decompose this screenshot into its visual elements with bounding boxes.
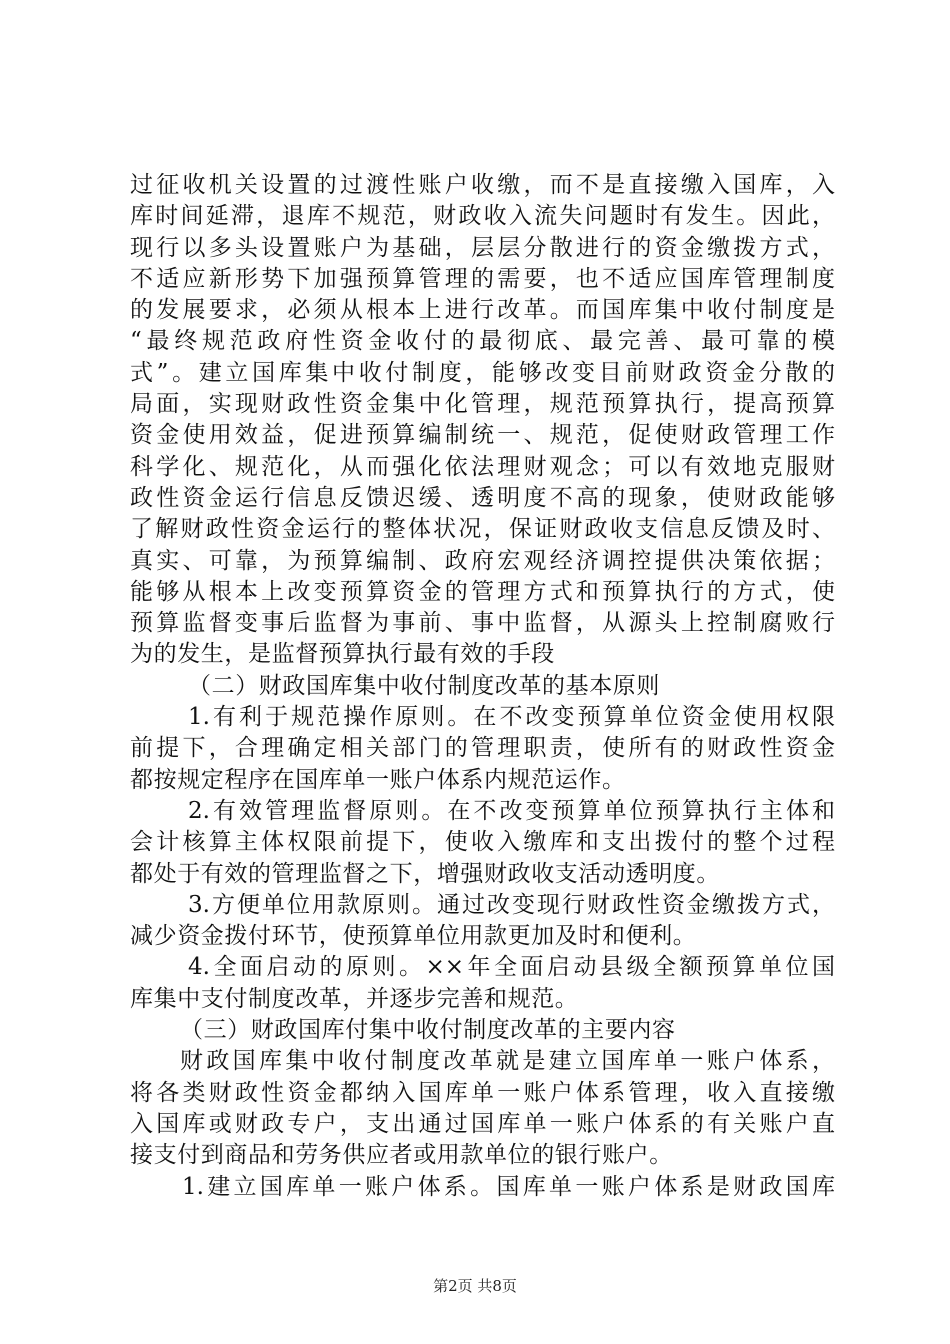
text-line: 预算监督变事后监督为事前、事中监督，从源头上控制腐败行 xyxy=(130,610,835,637)
text-line: 都按规定程序在国库单一账户体系内规范运作。 xyxy=(130,766,626,793)
text-line: 4.全面启动的原则。××年全面启动县级全额预算单位国 xyxy=(188,954,835,981)
text-line: 将各类财政性资金都纳入国库单一账户体系管理，收入直接缴 xyxy=(130,1079,835,1106)
text-line: 局面，实现财政性资金集中化管理，规范预算执行，提高预算 xyxy=(130,391,835,418)
text-line: 财政国库集中收付制度改革就是建立国库单一账户体系， xyxy=(180,1048,835,1075)
text-line: （二）财政国库集中收付制度改革的基本原则 xyxy=(188,672,660,699)
text-line: 库集中支付制度改革，并逐步完善和规范。 xyxy=(130,985,579,1012)
text-line: 的发展要求，必须从根本上进行改革。而国库集中收付制度是 xyxy=(130,297,835,324)
page-footer: 第2页 共8页 xyxy=(433,1277,517,1295)
text-line: 为的发生，是监督预算执行最有效的手段 xyxy=(130,641,555,668)
text-line: 科学化、规范化，从而强化依法理财观念；可以有效地克服财 xyxy=(130,453,835,480)
document-body xyxy=(130,170,835,1203)
text-line: 政性资金运行信息反馈迟缓、透明度不高的现象，使财政能够 xyxy=(130,484,835,511)
text-line: 1.有利于规范操作原则。在不改变预算单位资金使用权限 xyxy=(188,704,835,731)
text-line: （三）财政国库付集中收付制度改革的主要内容 xyxy=(180,1017,676,1044)
text-line: 3.方便单位用款原则。通过改变现行财政性资金缴拨方式， xyxy=(188,891,835,918)
text-line: 不适应新形势下加强预算管理的需要，也不适应国库管理制度 xyxy=(130,265,835,292)
text-line: 能够从根本上改变预算资金的管理方式和预算执行的方式，使 xyxy=(130,578,835,605)
text-line: 会计核算主体权限前提下，使收入缴库和支出拨付的整个过程 xyxy=(130,829,835,856)
text-line: 减少资金拨付环节，使预算单位用款更加及时和便利。 xyxy=(130,923,697,950)
text-line: 2.有效管理监督原则。在不改变预算单位预算执行主体和 xyxy=(188,797,835,824)
text-line: 接支付到商品和劳务供应者或用款单位的银行账户。 xyxy=(130,1142,673,1169)
text-line: 入国库或财政专户，支出通过国库单一账户体系的有关账户直 xyxy=(130,1110,835,1137)
text-line: 前提下，合理确定相关部门的管理职责，使所有的财政性资金 xyxy=(130,735,835,762)
text-line: 库时间延滞，退库不规范，财政收入流失问题时有发生。因此， xyxy=(130,203,835,230)
text-line: 1.建立国库单一账户体系。国库单一账户体系是财政国库 xyxy=(182,1173,835,1200)
text-line: 真实、可靠，为预算编制、政府宏观经济调控提供决策依据； xyxy=(130,547,835,574)
text-line: 式”。建立国库集中收付制度，能够改变目前财政资金分散的 xyxy=(130,359,835,386)
text-line: “最终规范政府性资金收付的最彻底、最完善、最可靠的模 xyxy=(130,328,835,355)
text-line: 现行以多头设置账户为基础，层层分散进行的资金缴拨方式， xyxy=(130,234,835,261)
text-line: 资金使用效益，促进预算编制统一、规范，促使财政管理工作 xyxy=(130,422,835,449)
text-line: 过征收机关设置的过渡性账户收缴，而不是直接缴入国库，入 xyxy=(130,172,835,198)
text-line: 了解财政性资金运行的整体状况，保证财政收支信息反馈及时、 xyxy=(130,516,835,543)
text-line: 都处于有效的管理监督之下，增强财政收支活动透明度。 xyxy=(130,860,720,887)
